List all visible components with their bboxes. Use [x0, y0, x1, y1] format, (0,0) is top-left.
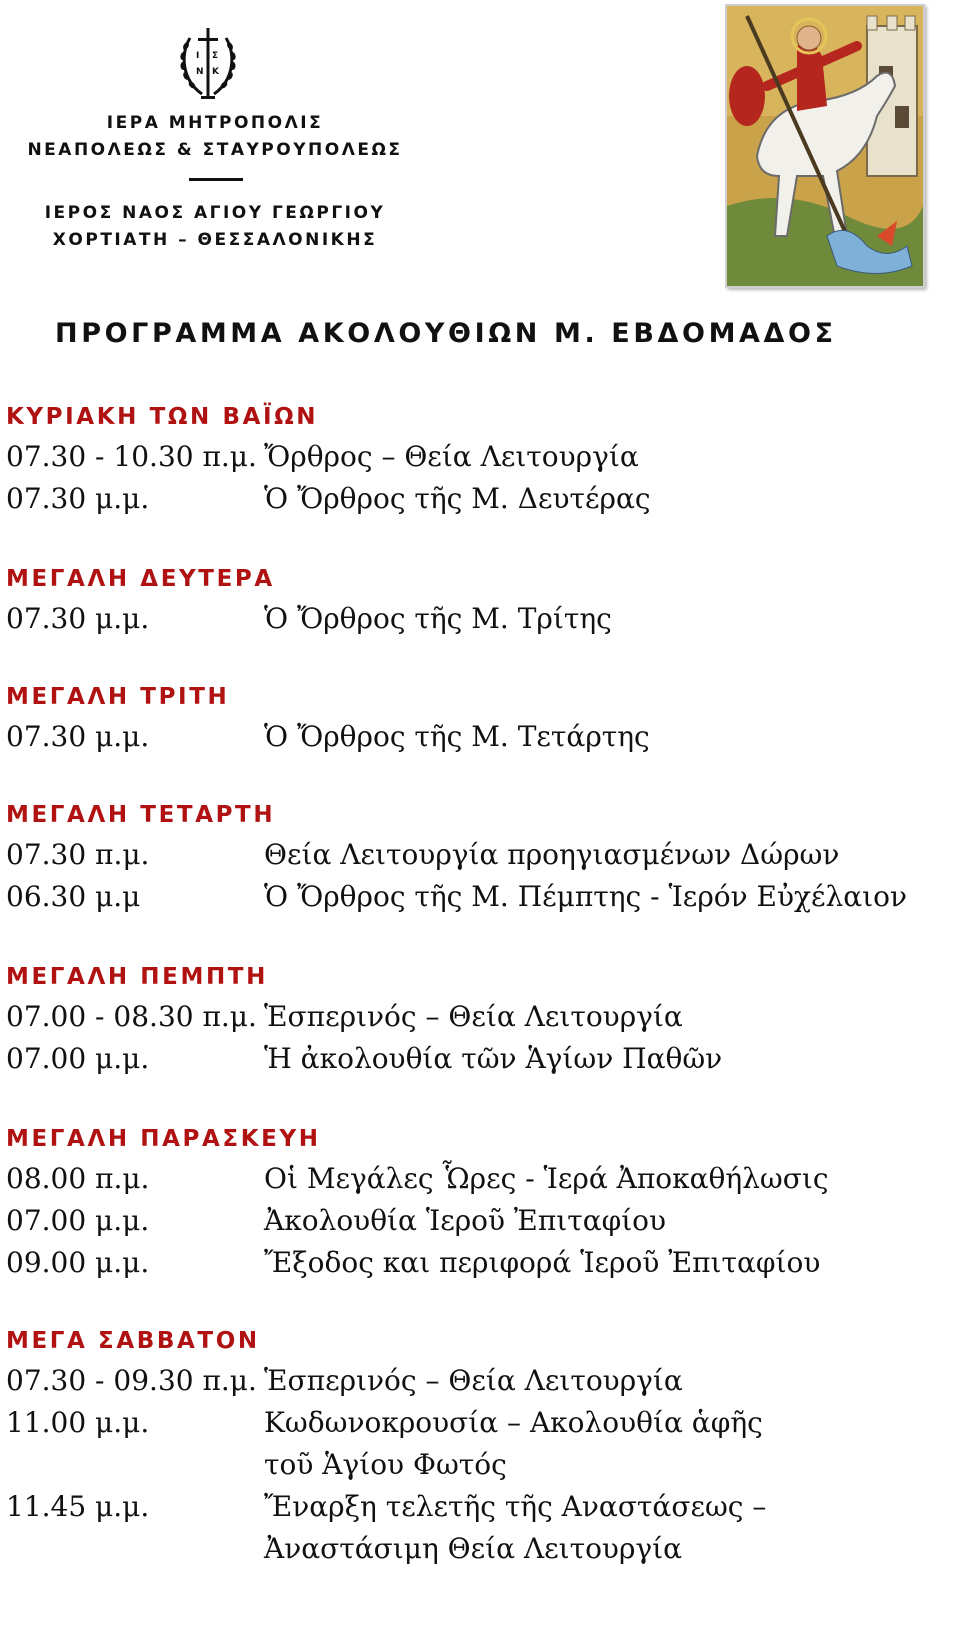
service-time: 11.00 μ.μ. [6, 1406, 150, 1439]
service-time: 08.00 π.μ. [6, 1162, 150, 1195]
day-heading: ΜΕΓΑΛΗ ΠΑΡΑΣΚΕΥΗ [6, 1126, 321, 1152]
svg-text:Σ: Σ [212, 51, 219, 61]
service-row [6, 1402, 956, 1486]
service-description: Θεία Λειτουργία προηγιασμένων Δώρων [264, 838, 840, 871]
day-heading: ΜΕΓΑ ΣΑΒΒΑΤΟΝ [6, 1328, 260, 1354]
metropolis-line-2: ΝΕΑΠΟΛΕΩΣ & ΣΤΑΥΡΟΥΠΟΛΕΩΣ [27, 140, 403, 160]
day-section [6, 1120, 956, 1284]
metropolis-line-1: ΙΕΡΑ ΜΗΤΡΟΠΟΛΙΣ [106, 113, 324, 133]
service-row [6, 834, 956, 876]
service-description: Οἱ Μεγάλες Ὧρες - Ἱερά Ἀποκαθήλωσις [264, 1162, 829, 1195]
day-heading: ΜΕΓΑΛΗ ΔΕΥΤΕΡΑ [6, 566, 275, 592]
service-row [6, 478, 956, 520]
service-time: 07.30 μ.μ. [6, 602, 150, 635]
day-heading: ΜΕΓΑΛΗ ΤΡΙΤΗ [6, 684, 230, 710]
saint-george-icon [725, 4, 925, 288]
day-section [6, 560, 956, 640]
service-description: Ἀκολουθία Ἱεροῦ Ἐπιταφίου [264, 1204, 667, 1237]
service-time: 07.30 π.μ. [6, 838, 150, 871]
service-description: Ὁ Ὄρθρος τῆς Μ. Πέμπτης - Ἱερόν Εὐχέλαιον [264, 880, 908, 913]
service-description: Κωδωνοκρουσία – Ακολουθία ἁφῆς [264, 1406, 763, 1439]
service-row [6, 1242, 956, 1284]
service-time: 07.30 - 09.30 π.μ. [6, 1364, 257, 1397]
service-row [6, 598, 956, 640]
service-time: 07.00 - 08.30 π.μ. [6, 1000, 257, 1033]
program-title: ΠΡΟΓΡΑΜΜΑ ΑΚΟΛΟΥΘΙΩΝ Μ. ΕΒΔΟΜΑΔΟΣ [55, 318, 837, 349]
service-row [6, 1158, 956, 1200]
day-section [6, 1322, 956, 1570]
service-row [6, 1486, 956, 1570]
service-time: 07.30 μ.μ. [6, 482, 150, 515]
service-row [6, 996, 956, 1038]
svg-text:Κ: Κ [212, 67, 219, 77]
church-line-1: ΙΕΡΟΣ ΝΑΟΣ ΑΓΙΟΥ ΓΕΩΡΓΙΟΥ [44, 203, 386, 223]
day-heading: ΜΕΓΑΛΗ ΠΕΜΠΤΗ [6, 964, 268, 990]
service-row [6, 716, 956, 758]
day-section [6, 398, 956, 520]
service-description: Ἑσπερινός – Θεία Λειτουργία [264, 1000, 683, 1033]
header-divider [189, 178, 243, 181]
service-row [6, 1038, 956, 1080]
service-time: 07.30 μ.μ. [6, 720, 150, 753]
svg-text:Ν: Ν [196, 67, 204, 77]
service-description: Ὁ Ὄρθρος τῆς Μ. Τρίτης [264, 602, 612, 635]
service-description: Ὄρθρος – Θεία Λειτουργία [264, 440, 639, 473]
service-row [6, 1360, 956, 1402]
service-time: 07.00 μ.μ. [6, 1204, 150, 1237]
service-description-continued: Ἀναστάσιμη Θεία Λειτουργία [264, 1532, 683, 1565]
service-description: Ἔναρξη τελετῆς τῆς Αναστάσεως – [264, 1490, 767, 1523]
svg-text:Ι: Ι [196, 51, 200, 61]
church-line-2: ΧΟΡΤΙΑΤΗ – ΘΕΣΣΑΛΟΝΙΚΗΣ [52, 230, 378, 250]
service-time: 06.30 μ.μ [6, 880, 141, 913]
day-section [6, 678, 956, 758]
day-heading: ΜΕΓΑΛΗ ΤΕΤΑΡΤΗ [6, 802, 276, 828]
service-row [6, 1200, 956, 1242]
service-description: Ἡ ἀκολουθία τῶν Ἁγίων Παθῶν [264, 1042, 723, 1075]
service-row [6, 876, 956, 918]
service-description: Ἑσπερινός – Θεία Λειτουργία [264, 1364, 683, 1397]
service-time: 11.45 μ.μ. [6, 1490, 150, 1523]
service-description: Ἔξοδος και περιφορά Ἱεροῦ Ἐπιταφίου [264, 1246, 821, 1279]
service-description-continued: τοῦ Ἁγίου Φωτός [264, 1448, 507, 1481]
service-time: 09.00 μ.μ. [6, 1246, 150, 1279]
church-crest-icon [176, 24, 240, 104]
service-row [6, 436, 956, 478]
service-time: 07.00 μ.μ. [6, 1042, 150, 1075]
day-section [6, 796, 956, 918]
day-section [6, 958, 956, 1080]
service-description: Ὁ Ὄρθρος τῆς Μ. Τετάρτης [264, 720, 650, 753]
service-time: 07.30 - 10.30 π.μ. [6, 440, 257, 473]
service-description: Ὁ Ὄρθρος τῆς Μ. Δευτέρας [264, 482, 651, 515]
day-heading: ΚΥΡΙΑΚΗ ΤΩΝ ΒΑΪΩΝ [6, 404, 319, 430]
